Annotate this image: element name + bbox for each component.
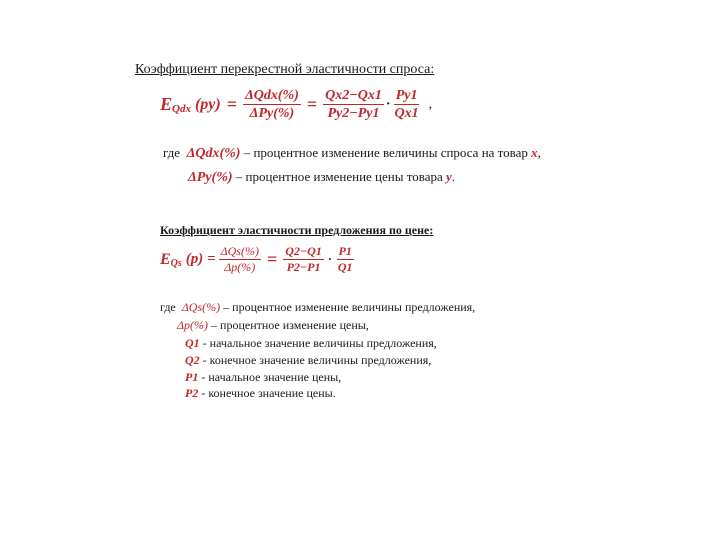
cross-equals-1: = [226, 94, 237, 115]
cross-trailing-comma: , [428, 96, 433, 112]
cross-lhs-arg: (py) [194, 95, 221, 113]
supply-definition-1 [160, 300, 475, 315]
supply-def3-text: - начальное значение величины предложения, [199, 336, 437, 350]
supply-def2-symbol: Δp(%) [177, 318, 209, 332]
supply-definition-2 [177, 318, 369, 333]
supply-elasticity-heading [160, 223, 433, 238]
cross-heading-colon: : [430, 62, 435, 77]
cross-frac-diff-num: Qx2−Qx1 [323, 88, 384, 105]
cross-dot: · [385, 96, 391, 112]
cross-def1-symbol: ΔQdx(%) [186, 146, 241, 161]
cross-where: где [163, 145, 181, 160]
supply-definition-4 [185, 353, 431, 368]
supply-frac-percent-den: Δp(%) [224, 260, 256, 275]
supply-def4-text: - конечное значение величины предложения, [199, 353, 432, 367]
supply-frac-diff [283, 245, 324, 274]
supply-dot: · [327, 252, 332, 267]
supply-lhs-e: E [160, 250, 171, 268]
supply-definition-6 [185, 386, 336, 401]
supply-lhs-arg: (p) = [185, 251, 216, 268]
cross-heading-text: Коэффициент перекрестной эластичности спроса [135, 62, 431, 77]
cross-frac-base-num: Py1 [394, 88, 420, 105]
supply-lhs-sub: Qs [170, 258, 182, 270]
cross-def1-var: x [531, 145, 538, 160]
supply-def1-text: – процентное изменение величины предложения, [220, 300, 476, 314]
supply-where: где [160, 300, 176, 314]
supply-def5-symbol: P1 [185, 370, 199, 384]
supply-def6-text: - конечное значение цены. [198, 386, 336, 400]
supply-elasticity-formula [160, 245, 355, 274]
supply-definition-3 [185, 336, 437, 351]
cross-equals-2: = [306, 94, 318, 115]
supply-frac-percent [219, 245, 261, 274]
cross-definition-2 [188, 169, 455, 186]
cross-elasticity-heading [135, 62, 434, 78]
supply-definition-5 [185, 370, 341, 385]
supply-def6-symbol: P2 [185, 386, 199, 400]
supply-heading-colon: : [429, 223, 434, 237]
cross-def2-var: y [446, 169, 452, 184]
cross-frac-base [393, 88, 421, 122]
cross-def2-text: – процентное изменение цены товара [232, 169, 446, 184]
cross-elasticity-formula [160, 88, 432, 122]
cross-frac-diff [323, 88, 384, 122]
cross-frac-percent [243, 88, 301, 122]
supply-heading-text: Коэффициент эластичности предложения по цене [160, 223, 430, 237]
cross-lhs-e: E [160, 94, 173, 115]
supply-def4-symbol: Q2 [185, 353, 200, 367]
supply-frac-percent-num: ΔQs(%) [219, 245, 261, 260]
supply-def3-symbol: Q1 [185, 336, 200, 350]
cross-frac-diff-den: Py2−Py1 [327, 106, 380, 122]
cross-lhs-sub: Qdx [172, 102, 191, 115]
supply-def1-symbol: ΔQs(%) [181, 300, 221, 314]
cross-frac-base-den: Qx1 [394, 106, 419, 122]
cross-definition-1 [163, 145, 541, 162]
cross-def2-end: . [451, 169, 456, 184]
cross-def2-symbol: ΔPy(%) [188, 170, 233, 185]
supply-frac-base-den: Q1 [337, 260, 353, 275]
supply-frac-diff-den: P2−P1 [286, 260, 321, 275]
supply-frac-base-num: P1 [337, 245, 354, 260]
supply-frac-base [336, 245, 355, 274]
supply-frac-diff-num: Q2−Q1 [283, 245, 324, 260]
supply-equals: = [266, 249, 278, 270]
cross-def1-text: – процентное изменение величины спроса на товар [240, 145, 532, 160]
cross-frac-percent-den: ΔPy(%) [249, 106, 295, 122]
supply-def2-text: – процентное изменение цены, [208, 318, 369, 332]
supply-def5-text: - начальное значение цены, [198, 370, 342, 384]
cross-def1-end: , [537, 145, 541, 160]
cross-frac-percent-num: ΔQdx(%) [243, 88, 301, 105]
